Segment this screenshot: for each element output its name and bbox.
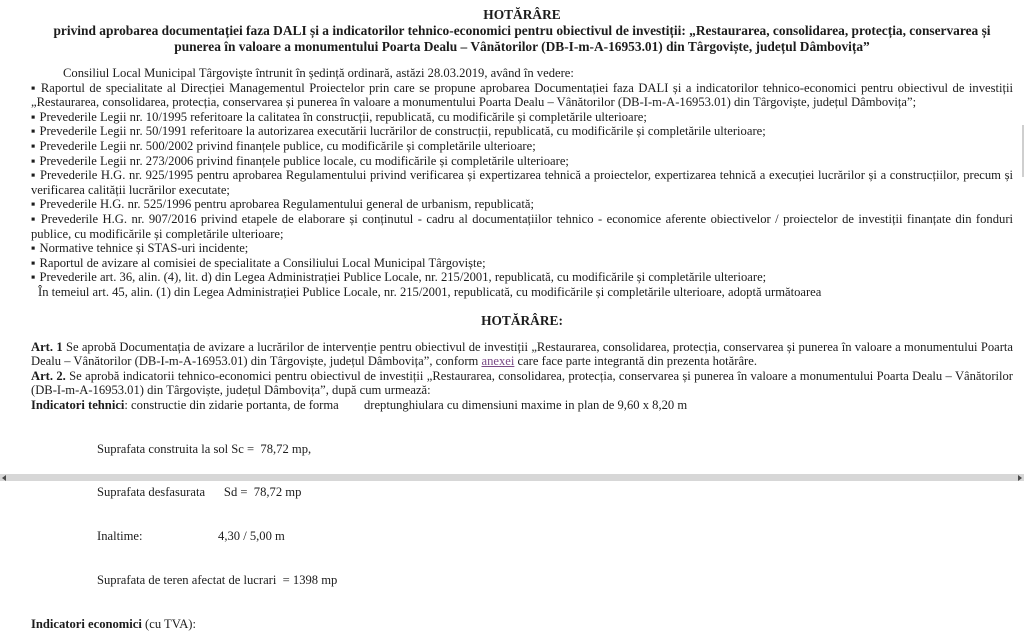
bullet-icon: ▪ xyxy=(31,138,36,153)
article-2 xyxy=(31,369,1013,398)
preamble-item-text: Prevederile Legii nr. 500/2002 privind finanțele publice, cu modificările și completările ulterioare; xyxy=(39,138,536,153)
technical-indicators-text: : constructie din zidarie portanta, de forma dreptunghiulara cu dimensiuni maxime in plan de 9,60 x 8,20 m xyxy=(124,397,688,412)
scroll-right-arrow-icon[interactable] xyxy=(1018,475,1022,481)
preamble-item-9 xyxy=(31,241,1013,256)
preamble-item-5 xyxy=(31,154,1013,169)
bullet-icon: ▪ xyxy=(31,109,36,124)
article-1-text-before-link: Se aprobă Documentația de avizare a lucrărilor de intervenție pentru obiectivul de investiții „Restaurarea, consolidarea, protecția, conservarea și punerea în valoare a monumentului Poarta Dealu – Vânătorilor (DB-I-m-A-16953.01) din Târgoviște, județul Dâmbovița”, conform xyxy=(31,339,1013,369)
technical-indicators-label: Indicatori tehnici xyxy=(31,397,125,412)
preamble-item-text: Normative tehnice și STAS-uri incidente; xyxy=(39,241,249,256)
bullet-icon: ▪ xyxy=(31,197,36,212)
preamble-item-text: Prevederile Legii nr. 10/1995 referitoare la calitatea în construcții, republicată, cu modificările și completările ulterioare; xyxy=(39,109,647,124)
article-1 xyxy=(31,340,1013,369)
economic-indicators-text: (cu TVA): xyxy=(141,616,196,631)
scroll-left-arrow-icon[interactable] xyxy=(2,475,6,481)
bullet-icon: ▪ xyxy=(31,80,37,95)
article-2-label: Art. 2. xyxy=(31,368,66,383)
bullet-icon: ▪ xyxy=(31,153,36,168)
bullet-icon: ▪ xyxy=(31,211,37,226)
tech-line-height: Inaltime: 4,30 / 5,00 m xyxy=(97,529,285,544)
preamble-item-11 xyxy=(31,270,1013,285)
preamble-item-text: Prevederile art. 36, alin. (4), lit. d) din Legea Administrației Publice Locale, nr. 215/2001, republicată, cu modificările și completările ulterioare; xyxy=(39,270,767,285)
preamble-item-text: Raportul de specialitate al Direcției Managementul Proiectelor prin care se propune aprobarea Documentației faza DALI și a indicatorilor tehnico-economici pentru obiectivul de investiții „Restaurarea, consolidarea, protecția, conservarea și punerea în valoare a monumentului Poarta Dealu – Vânătorilor (DB-I-m-A-16953.01) din Târgoviște, județul Dâmbovița”; xyxy=(31,80,1014,110)
bullet-icon: ▪ xyxy=(31,255,36,270)
preamble-item-text: Prevederile H.G. nr. 907/2016 privind etapele de elaborare și conținutul - cadru al documentațiilor tehnico - economice aferente obiectivelor / proiectelor de investiții finanțate din fonduri publice, cu modificările și completările ulterioare; xyxy=(31,211,1014,241)
preamble-item-text: Prevederile Legii nr. 273/2006 privind finanțele publice locale, cu modificările și completările ulterioare; xyxy=(39,153,569,168)
preamble-item-7 xyxy=(31,197,1013,212)
preamble-item-2 xyxy=(31,110,1013,125)
preamble-closing: În temeiul art. 45, alin. (1) din Legea Administrației Publice Locale, nr. 215/2001, republicată, cu modificările și completările ulterioare, adoptă următoarea xyxy=(38,284,822,299)
tech-line-built-area: Suprafata construita la sol Sc = 78,72 mp, xyxy=(97,441,312,456)
document-title: HOTĂRÂRE xyxy=(483,7,561,22)
preamble-item-1 xyxy=(31,81,1013,110)
bullet-icon: ▪ xyxy=(31,241,36,256)
annex-link[interactable]: anexei xyxy=(481,354,515,369)
tech-line-unfolded-area: Suprafata desfasurata Sd = 78,72 mp xyxy=(97,485,302,500)
bullet-icon: ▪ xyxy=(31,270,36,285)
decision-heading: HOTĂRÂRE: xyxy=(481,312,563,328)
preamble-item-10 xyxy=(31,256,1013,271)
bullet-icon: ▪ xyxy=(31,168,36,183)
preamble-item-text: Prevederile H.G. nr. 525/1996 pentru aprobarea Regulamentului general de urbanism, republicată; xyxy=(39,197,534,212)
preamble-intro: Consiliul Local Municipal Târgoviște întrunit în ședință ordinară, astăzi 28.03.2019, având în vedere: xyxy=(63,66,574,80)
economic-indicators-heading xyxy=(31,617,1013,631)
horizontal-scrollbar[interactable] xyxy=(0,474,1024,481)
preamble-item-4 xyxy=(31,139,1013,154)
preamble-item-8 xyxy=(31,212,1013,241)
technical-indicators-heading xyxy=(31,398,1013,413)
preamble-item-text: Raportul de avizare al comisiei de specialitate a Consiliului Local Municipal Târgoviște; xyxy=(39,255,486,270)
article-2-text: Se aprobă indicatorii tehnico-economici pentru obiectivul de investiții „Restaurarea, consolidarea, protecția, conservarea și punerea în valoare a monumentului Poarta Dealu – Vânătorilor (DB-I-m-A-16953.01) din Târgoviște, județul Dâmbovița”, după cum urmează: xyxy=(31,368,1014,398)
article-1-label: Art. 1 xyxy=(31,339,63,354)
preamble-item-6 xyxy=(31,168,1013,197)
technical-indicators-list xyxy=(97,412,1013,616)
article-1-text-after-link: care face parte integrantă din prezenta hotărâre. xyxy=(514,354,757,369)
tech-line-affected-land: Suprafata de teren afectat de lucrari = 1398 mp xyxy=(97,573,338,587)
bullet-icon: ▪ xyxy=(31,124,36,139)
preamble-item-text: Prevederile Legii nr. 50/1991 referitoare la autorizarea executării lucrărilor de construcții, republicată, cu modificările și completările ulterioare; xyxy=(39,124,766,139)
economic-indicators-label: Indicatori economici xyxy=(31,616,142,631)
document-subtitle: privind aprobarea documentației faza DALI și a indicatorilor tehnico-economici pentru obiectivul de investiții: „Restaurarea, consolidarea, protecția, conservarea și punerea în valoare a monumentului Poarta Dealu – Vânătorilor (DB-I-m-A-16953.01) din Târgoviște, județul Dâmbovița” xyxy=(53,23,991,54)
preamble-item-3 xyxy=(31,124,1013,139)
preamble-item-text: Prevederile H.G. nr. 925/1995 pentru aprobarea Regulamentului privind verificarea și expertizarea tehnică a proiectelor, expertizarea tehnică a execuției lucrărilor și a construcțiilor, precum și verificarea calității lucrărilor executate; xyxy=(31,168,1013,197)
